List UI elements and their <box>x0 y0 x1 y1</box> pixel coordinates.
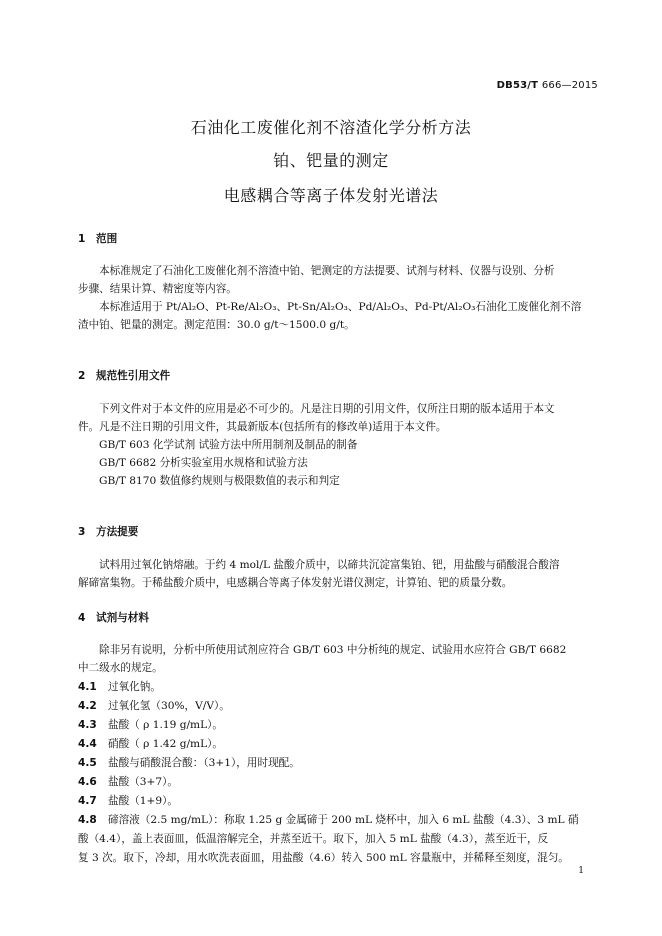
standard-code: DB53/T <box>496 80 539 91</box>
reagent-item: 4.7 盐酸（1+9）。 <box>78 795 179 807</box>
reagent-item: 4.2 过氧化氢（30%，V/V）。 <box>78 700 230 712</box>
principle-line-1: 试料用过氧化钠熔融。于约 4 mol/L 盐酸介质中，以碲共沉淀富集铂、钯，用盐酸与硝酸混合酸溶 <box>99 559 560 571</box>
reagents-line-2: 中二级水的规定。 <box>78 662 163 674</box>
scope-line-4: 渣中铂、钯量的测定。测定范围：30.0 g/t～1500.0 g/t。 <box>78 319 355 331</box>
reagent-item: 4.5 盐酸与硝酸混合酸：（3+1），用时现配。 <box>78 757 300 769</box>
reference-gbt-6682: GB/T 6682 分析实验室用水规格和试验方法 <box>99 457 308 469</box>
reagents-line-1: 除非另有说明，分析中所使用试剂应符合 GB/T 603 中分析纯的规定、试验用水应符合 GB/T 6682 <box>99 644 567 656</box>
tellurium-solution-line-2: 酸（4.4），盖上表面皿，低温溶解完全，并蒸至近干。取下，加入 5 mL 盐酸（4.3），蒸至近干，反 <box>78 833 549 845</box>
standard-year: 666—2015 <box>541 80 598 91</box>
principle-line-2: 解碲富集物。于稀盐酸介质中，电感耦合等离子体发射光谱仪测定，计算铂、钯的质量分数。 <box>78 577 513 589</box>
reagent-item-tellurium-solution: 4.8 碲溶液（2.5 mg/mL）：称取 1.25 g 金属碲于 200 mL 烧杯中，加入 6 mL 盐酸（4.3）、3 mL 硝 <box>78 814 579 826</box>
section-heading-scope: 1 范围 <box>78 233 118 245</box>
scope-line-3: 本标准适用于 Pt/Al₂O、Pt-Re/Al₂O₃、Pt-Sn/Al₂O₃、Pd/Al₂O₃、Pd-Pt/Al₂O₃石油化工废催化剂不溶 <box>99 301 582 313</box>
section-heading-method-principle: 3 方法提要 <box>78 526 139 538</box>
reagent-item: 4.3 盐酸（ ρ 1.19 g/mL）。 <box>78 719 224 731</box>
section-heading-normative-references: 2 规范性引用文件 <box>78 370 171 382</box>
method-title: 电感耦合等离子体发射光谱法 <box>223 186 439 205</box>
page-number: 1 <box>578 866 584 876</box>
references-line-1: 下列文件对于本文件的应用是必不可少的。凡是注日期的引用文件，仅所注日期的版本适用于本文 <box>99 403 555 415</box>
reference-gbt-8170: GB/T 8170 数值修约规则与极限数值的表示和判定 <box>99 475 340 487</box>
scope-line-1: 本标准规定了石油化工废催化剂不溶渣中铂、钯测定的方法提要、试剂与材料、仪器与设别、分析 <box>99 265 555 277</box>
reference-gbt-603: GB/T 603 化学试剂 试验方法中所用制剂及制品的制备 <box>99 439 358 451</box>
tellurium-solution-line-3: 复 3 次。取下，冷却，用水吹洗表面皿，用盐酸（4.6）转入 500 mL 容量瓶中，并稀释至刻度，混匀。 <box>78 852 569 864</box>
reagent-item: 4.6 盐酸（3+7）。 <box>78 776 179 788</box>
reagent-item: 4.1 过氧化钠。 <box>78 681 161 693</box>
reagent-item: 4.4 硝酸（ ρ 1.42 g/mL）。 <box>78 738 224 750</box>
references-line-2: 件。凡是不注日期的引用文件，其最新版本(包括所有的修改单)适用于本文件。 <box>78 421 447 433</box>
main-title: 石油化工废催化剂不溶渣化学分析方法 <box>190 118 472 137</box>
subtitle: 铂、钯量的测定 <box>273 151 389 170</box>
scope-line-2: 步骤、结果计算、精密度等内容。 <box>78 283 237 295</box>
standard-number <box>497 80 598 91</box>
section-heading-reagents: 4 试剂与材料 <box>78 612 149 624</box>
